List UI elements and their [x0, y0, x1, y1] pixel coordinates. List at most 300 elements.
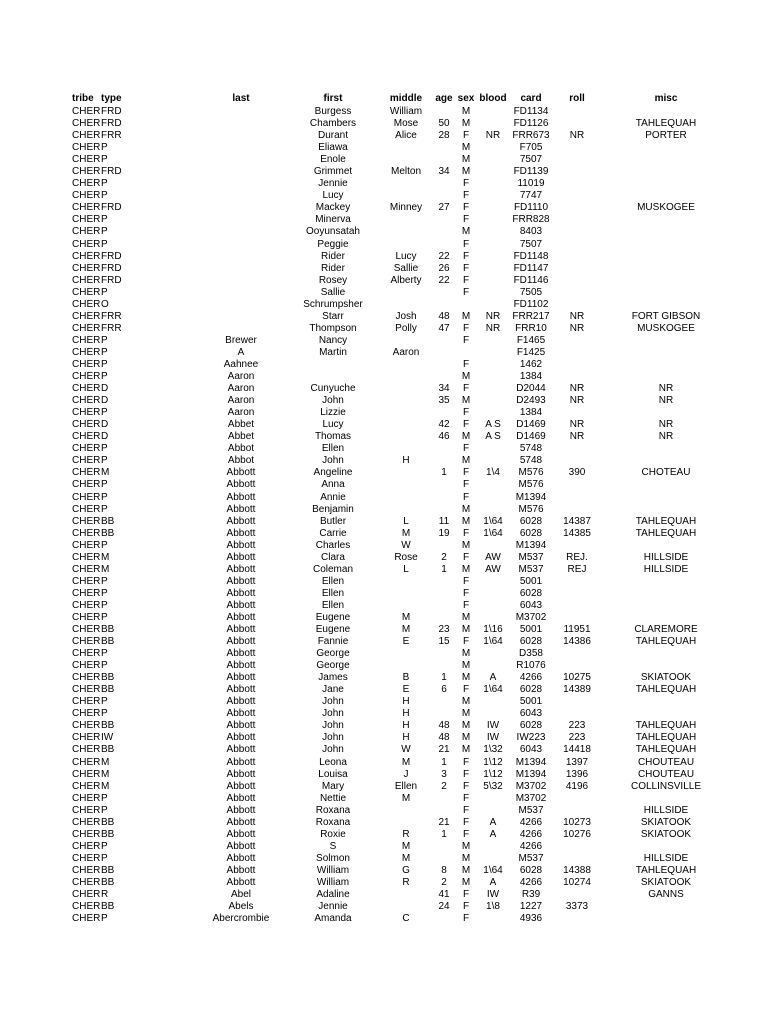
cell-middle: H: [402, 708, 410, 720]
cell-card: M1394: [515, 756, 547, 768]
cell-last: Abbott: [226, 780, 256, 792]
cell-roll: NR: [569, 310, 585, 322]
table-row: [66, 756, 695, 769]
cell-blood: 1\64: [483, 527, 503, 539]
cell-type: P: [101, 142, 108, 154]
cell-age: 22: [438, 274, 450, 286]
table-row: [66, 142, 666, 154]
table-row: [66, 648, 666, 660]
cell-roll: 14387: [563, 515, 591, 527]
table-row: [66, 251, 666, 263]
cell-first: John: [322, 708, 344, 720]
cell-first: Lucy: [322, 190, 344, 202]
cell-roll: NR: [569, 130, 585, 142]
header-card: card: [520, 93, 542, 104]
table-row: [66, 600, 666, 612]
cell-last: Abbott: [226, 587, 256, 599]
table-row: [66, 708, 666, 720]
cell-first: Angeline: [313, 467, 353, 479]
cell-misc: TAHLEQUAH: [635, 720, 697, 732]
cell-middle: Minney: [389, 202, 423, 214]
cell-card: D2493: [516, 395, 546, 407]
cell-type: BB: [101, 515, 115, 527]
cell-first: Eliawa: [318, 142, 348, 154]
cell-sex: F: [462, 130, 470, 142]
cell-blood: NR: [485, 130, 501, 142]
cell-last: Abbott: [226, 599, 256, 611]
cell-last: Abbott: [226, 479, 256, 491]
cell-tribe: CHER: [72, 744, 101, 756]
cell-card: F705: [519, 142, 543, 154]
cell-tribe: CHER: [72, 611, 101, 623]
cell-last: Abbott: [226, 840, 256, 852]
cell-tribe: CHER: [72, 419, 101, 431]
cell-card: FD1147: [513, 262, 549, 274]
cell-type: FRR: [101, 322, 122, 334]
cell-first: Jane: [322, 684, 344, 696]
cell-middle: L: [403, 515, 409, 527]
cell-middle: Aaron: [392, 346, 420, 358]
cell-type: FRD: [101, 106, 122, 117]
cell-sex: M: [461, 142, 471, 154]
table-row: [66, 347, 666, 359]
cell-type: D: [101, 395, 109, 407]
cell-type: P: [101, 503, 108, 515]
cell-age: 48: [438, 732, 450, 744]
cell-age: 23: [438, 624, 450, 636]
cell-last: Aaron: [227, 371, 255, 383]
cell-age: 35: [438, 395, 450, 407]
cell-misc: NR: [658, 395, 674, 407]
cell-type: M: [101, 780, 110, 792]
cell-type: BB: [101, 877, 115, 888]
cell-middle: H: [402, 455, 410, 467]
cell-type: BB: [101, 816, 115, 828]
cell-first: S: [329, 840, 337, 852]
cell-type: P: [101, 575, 108, 587]
cell-first: Mackey: [315, 202, 351, 214]
cell-sex: F: [462, 587, 470, 599]
cell-last: Aaron: [227, 395, 255, 407]
cell-sex: M: [461, 515, 471, 527]
cell-blood: 1\16: [483, 624, 503, 636]
cell-last: Aaron: [227, 383, 255, 395]
cell-tribe: CHER: [72, 780, 101, 792]
cell-sex: F: [462, 636, 470, 648]
cell-misc: NR: [658, 419, 674, 431]
cell-last: Abbet: [227, 431, 255, 443]
cell-misc: NR: [658, 383, 674, 395]
cell-misc: GANNS: [648, 889, 684, 901]
cell-type: P: [101, 648, 108, 660]
cell-last: Abbott: [226, 877, 256, 888]
cell-first: John: [322, 732, 344, 744]
cell-card: M1394: [515, 768, 547, 780]
cell-card: M576: [518, 479, 544, 491]
cell-card: 6028: [519, 636, 543, 648]
cell-sex: M: [461, 371, 471, 383]
cell-first: John: [322, 744, 344, 756]
cell-tribe: CHER: [72, 467, 101, 479]
cell-first: Ooyunsatah: [306, 226, 360, 238]
cell-card: FRR828: [512, 214, 550, 226]
cell-first: Adaline: [316, 889, 350, 901]
table-row: [66, 275, 666, 287]
cell-blood: 1\4: [486, 467, 500, 479]
table-row: [66, 154, 666, 166]
cell-type: D: [101, 431, 109, 443]
cell-last: Abbott: [226, 491, 256, 503]
cell-type: P: [101, 407, 108, 419]
cell-card: M576: [518, 467, 544, 479]
cell-age: 19: [438, 527, 450, 539]
cell-last: Abbott: [226, 503, 256, 515]
cell-tribe: CHER: [72, 828, 101, 840]
cell-type: P: [101, 178, 108, 190]
cell-middle: Rose: [394, 551, 418, 563]
cell-roll: 10273: [563, 816, 591, 828]
cell-card: 7507: [519, 238, 543, 250]
cell-type: D: [101, 419, 109, 431]
cell-sex: F: [462, 238, 470, 250]
cell-sex: M: [461, 226, 471, 238]
cell-sex: F: [462, 214, 470, 226]
cell-roll: 223: [568, 732, 586, 744]
cell-card: 4936: [519, 913, 543, 925]
cell-tribe: CHER: [72, 166, 101, 178]
cell-blood: IW: [486, 720, 500, 732]
cell-last: Abbott: [226, 768, 256, 780]
cell-first: Nettie: [319, 792, 347, 804]
table-row: [66, 310, 701, 323]
cell-tribe: CHER: [72, 720, 101, 732]
cell-type: P: [101, 358, 108, 370]
cell-roll: 14389: [563, 684, 591, 696]
cell-type: P: [101, 804, 108, 816]
cell-first: Amanda: [314, 913, 352, 925]
cell-type: FRD: [101, 250, 122, 262]
table-row: [66, 287, 666, 299]
cell-first: Butler: [319, 515, 347, 527]
table-row: [66, 322, 695, 335]
cell-sex: F: [462, 443, 470, 455]
cell-age: 48: [438, 310, 450, 322]
table-row: [66, 816, 692, 829]
cell-card: 1227: [519, 901, 543, 913]
cell-sex: F: [462, 804, 470, 816]
cell-card: 6028: [519, 684, 543, 696]
cell-roll: REJ: [567, 563, 587, 575]
cell-type: P: [101, 708, 108, 720]
cell-first: Sallie: [320, 286, 346, 298]
cell-card: M576: [518, 503, 544, 515]
cell-age: 46: [438, 431, 450, 443]
cell-roll: 10275: [563, 672, 591, 684]
cell-middle: H: [402, 720, 410, 732]
cell-type: O: [101, 298, 109, 310]
table-row: [66, 226, 666, 238]
cell-misc: CHOUTEAU: [637, 768, 695, 780]
cell-first: Leona: [319, 756, 347, 768]
cell-middle: M: [401, 852, 411, 864]
cell-sex: F: [462, 527, 470, 539]
cell-tribe: CHER: [72, 118, 101, 130]
cell-tribe: CHER: [72, 286, 101, 298]
cell-sex: F: [462, 286, 470, 298]
cell-card: 6043: [519, 599, 543, 611]
cell-type: M: [101, 563, 110, 575]
cell-misc: MUSKOGEE: [637, 322, 695, 334]
cell-type: P: [101, 792, 108, 804]
table-row: [66, 732, 697, 744]
cell-first: Cunyuche: [310, 383, 356, 395]
cell-middle: J: [403, 768, 409, 780]
table-row: [66, 443, 666, 455]
cell-first: Rosey: [318, 274, 348, 286]
table-row: [66, 804, 689, 817]
cell-sex: F: [462, 913, 470, 925]
cell-tribe: CHER: [72, 539, 101, 551]
cell-misc: TAHLEQUAH: [635, 732, 697, 744]
cell-first: John: [322, 696, 344, 708]
cell-last: Abercrombie: [212, 913, 270, 925]
cell-first: Chambers: [309, 118, 357, 130]
cell-misc: HILLSIDE: [643, 852, 689, 864]
cell-last: Abbott: [226, 611, 256, 623]
cell-last: Abbet: [227, 419, 255, 431]
cell-tribe: CHER: [72, 479, 101, 491]
cell-tribe: CHER: [72, 322, 101, 334]
table-row: [66, 166, 666, 178]
cell-sex: F: [462, 322, 470, 334]
cell-first: William: [316, 864, 350, 876]
cell-first: Jennie: [318, 178, 348, 190]
cell-last: Abbott: [226, 804, 256, 816]
table-row: [66, 371, 666, 383]
cell-age: 1: [441, 563, 447, 575]
cell-misc: HILLSIDE: [643, 551, 689, 563]
cell-sex: M: [461, 455, 471, 467]
cell-tribe: CHER: [72, 563, 101, 575]
cell-sex: M: [461, 877, 471, 888]
cell-blood: A S: [485, 431, 501, 443]
table-row: [66, 214, 666, 226]
cell-tribe: CHER: [72, 599, 101, 611]
cell-first: George: [316, 648, 350, 660]
cell-sex: M: [461, 624, 471, 636]
cell-type: FRD: [101, 166, 122, 178]
cell-card: 5001: [519, 575, 543, 587]
cell-age: 8: [441, 864, 447, 876]
cell-tribe: CHER: [72, 310, 101, 322]
cell-sex: F: [462, 479, 470, 491]
table-row: [66, 359, 666, 371]
cell-last: Abbott: [226, 575, 256, 587]
cell-last: Abels: [228, 901, 254, 913]
cell-middle: W: [401, 539, 411, 551]
cell-card: FD1134: [513, 106, 549, 117]
cell-age: 6: [441, 684, 447, 696]
cell-misc: CHOUTEAU: [637, 756, 695, 768]
cell-tribe: CHER: [72, 864, 101, 876]
cell-type: BB: [101, 684, 115, 696]
cell-sex: M: [461, 732, 471, 744]
cell-sex: F: [462, 889, 470, 901]
table-row: [66, 431, 674, 443]
cell-blood: NR: [485, 310, 501, 322]
header-age: age: [435, 93, 453, 104]
cell-sex: M: [461, 166, 471, 178]
cell-tribe: CHER: [72, 443, 101, 455]
cell-card: 6028: [519, 515, 543, 527]
table-row: [66, 118, 697, 130]
cell-card: M537: [518, 804, 544, 816]
cell-age: 28: [438, 130, 450, 142]
cell-tribe: CHER: [72, 358, 101, 370]
cell-type: P: [101, 214, 108, 226]
cell-last: Abbott: [226, 864, 256, 876]
cell-card: 6028: [519, 527, 543, 539]
cell-misc: SKIATOOK: [640, 877, 692, 888]
cell-first: Charles: [315, 539, 351, 551]
table-row: [66, 660, 666, 672]
cell-age: 24: [438, 901, 450, 913]
cell-sex: F: [462, 334, 470, 346]
cell-card: 5001: [519, 624, 543, 636]
cell-card: 7747: [519, 190, 543, 202]
table-row: [66, 504, 666, 516]
cell-tribe: CHER: [72, 804, 101, 816]
cell-last: Abbott: [226, 696, 256, 708]
cell-misc: SKIATOOK: [640, 816, 692, 828]
cell-sex: M: [461, 852, 471, 864]
cell-tribe: CHER: [72, 190, 101, 202]
cell-first: Burgess: [314, 106, 352, 117]
cell-type: IW: [101, 732, 114, 744]
cell-tribe: CHER: [72, 889, 101, 901]
cell-tribe: CHER: [72, 142, 101, 154]
cell-type: P: [101, 696, 108, 708]
cell-age: 15: [438, 636, 450, 648]
table-row: [66, 780, 702, 793]
cell-sex: F: [462, 419, 470, 431]
cell-middle: L: [403, 563, 409, 575]
table-row: [66, 299, 666, 311]
table-row: [66, 612, 666, 624]
cell-first: Minerva: [315, 214, 351, 226]
cell-middle: M: [401, 756, 411, 768]
cell-card: FD1148: [513, 250, 549, 262]
cell-tribe: CHER: [72, 648, 101, 660]
cell-first: Eugene: [315, 624, 351, 636]
cell-middle: Alice: [395, 130, 417, 142]
table-row: [66, 852, 689, 865]
cell-last: Abbott: [226, 636, 256, 648]
cell-last: Abbott: [226, 527, 256, 539]
cell-tribe: CHER: [72, 106, 101, 117]
cell-blood: A: [489, 877, 497, 888]
cell-tribe: CHER: [72, 672, 101, 684]
cell-card: 6043: [519, 744, 543, 756]
table-row: [66, 576, 666, 588]
table-row: [66, 624, 698, 636]
cell-first: Roxana: [315, 804, 351, 816]
cell-sex: M: [461, 708, 471, 720]
cell-age: 1: [441, 756, 447, 768]
cell-tribe: CHER: [72, 587, 101, 599]
cell-sex: M: [461, 395, 471, 407]
cell-sex: M: [461, 310, 471, 322]
cell-card: FD1126: [513, 118, 549, 130]
cell-type: P: [101, 346, 108, 358]
cell-card: M3702: [515, 780, 547, 792]
cell-sex: F: [462, 202, 470, 214]
cell-last: Abbott: [226, 648, 256, 660]
cell-sex: F: [462, 467, 470, 479]
cell-card: 4266: [519, 672, 543, 684]
cell-sex: M: [461, 660, 471, 672]
cell-last: Abbott: [226, 708, 256, 720]
cell-last: Abel: [230, 889, 251, 901]
cell-last: Abbott: [226, 756, 256, 768]
cell-age: 1: [441, 672, 447, 684]
cell-type: M: [101, 768, 110, 780]
cell-last: Abbott: [226, 792, 256, 804]
cell-middle: M: [401, 792, 411, 804]
cell-first: Thomas: [314, 431, 352, 443]
cell-first: Coleman: [312, 563, 354, 575]
cell-misc: PORTER: [645, 130, 687, 142]
cell-first: Ellen: [321, 587, 345, 599]
cell-type: P: [101, 455, 108, 467]
cell-blood: 1\64: [483, 636, 503, 648]
cell-sex: F: [462, 383, 470, 395]
cell-sex: M: [461, 503, 471, 515]
cell-middle: R: [402, 877, 410, 888]
cell-first: Grimmet: [313, 166, 353, 178]
table-row: [66, 889, 684, 901]
cell-first: John: [322, 720, 344, 732]
cell-card: 1384: [519, 407, 543, 419]
cell-card: FRR10: [515, 322, 547, 334]
cell-misc: COLLINSVILLE: [630, 780, 702, 792]
cell-card: 5001: [519, 696, 543, 708]
cell-last: Abbott: [226, 515, 256, 527]
cell-card: 6043: [519, 708, 543, 720]
cell-type: BB: [101, 720, 115, 732]
cell-age: 2: [441, 780, 447, 792]
cell-first: Ellen: [321, 599, 345, 611]
cell-sex: M: [461, 864, 471, 876]
cell-card: 1462: [519, 358, 543, 370]
cell-misc: CLAREMORE: [634, 624, 698, 636]
cell-card: 4266: [519, 828, 543, 840]
cell-first: Durant: [317, 130, 348, 142]
cell-age: 2: [441, 877, 447, 888]
table-row: [66, 877, 692, 889]
cell-age: 1: [441, 828, 447, 840]
header-sex: sex: [457, 93, 475, 104]
cell-blood: A: [489, 672, 497, 684]
cell-last: Abbott: [226, 720, 256, 732]
cell-first: Rider: [321, 250, 345, 262]
cell-first: Rider: [321, 262, 345, 274]
table-row: [66, 190, 666, 202]
cell-card: IW223: [516, 732, 546, 744]
cell-first: Enole: [320, 154, 346, 166]
cell-misc: NR: [658, 431, 674, 443]
cell-tribe: CHER: [72, 696, 101, 708]
